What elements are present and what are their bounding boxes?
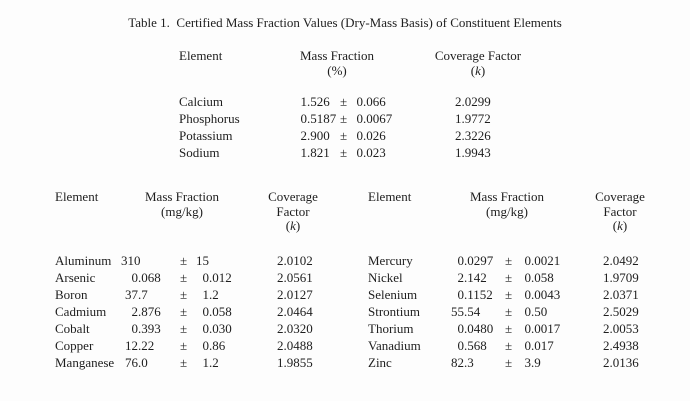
- unc-int: 0: [524, 253, 531, 268]
- left-table: [55, 252, 341, 371]
- mass-frac: .5187: [307, 111, 337, 126]
- paren-open: (: [470, 63, 476, 78]
- mass-frac: .0: [138, 355, 148, 370]
- paren-close: ): [480, 63, 486, 78]
- unc-frac: .058: [531, 270, 554, 285]
- table-row: [55, 252, 341, 269]
- mass-fraction-value: [121, 303, 180, 320]
- mass-frac: .068: [138, 270, 161, 285]
- uncertainty-value: [196, 269, 277, 286]
- unc-int: 0: [356, 111, 363, 126]
- mass-int: 76: [125, 355, 138, 370]
- k-symbol: k: [290, 218, 296, 233]
- table-row: [179, 93, 535, 110]
- element-name: Aluminum: [55, 253, 112, 268]
- uncertainty-value: [356, 110, 455, 127]
- mass-fraction-value: [121, 320, 180, 337]
- unc-int: 0: [202, 321, 209, 336]
- uncertainty-value: [521, 337, 603, 354]
- mass-frac: .821: [307, 145, 330, 160]
- plus-minus-sign: ±: [180, 355, 188, 370]
- mass-frac: .142: [464, 270, 487, 285]
- table-row: [368, 354, 663, 371]
- uncertainty-value: [521, 286, 603, 303]
- mass-frac: .54: [464, 304, 481, 319]
- unc-frac: .0043: [531, 287, 561, 302]
- element-name: Arsenic: [55, 270, 96, 285]
- column-header-coverage-factor: Coverage Factor: [434, 48, 522, 63]
- coverage-k-label: [233, 218, 353, 233]
- mass-fraction-value: [447, 252, 505, 269]
- mass-frac: .568: [464, 338, 487, 353]
- paren-open: (: [612, 218, 618, 233]
- unc-int: 0: [202, 338, 209, 353]
- plus-minus-sign: ±: [505, 338, 513, 353]
- uncertainty-value: [521, 320, 603, 337]
- mass-frac: .22: [138, 338, 155, 353]
- plus-minus-sign: ±: [340, 111, 348, 126]
- unc-int: 15: [196, 253, 209, 268]
- plus-minus-sign: ±: [505, 355, 513, 370]
- uncertainty-value: [356, 127, 455, 144]
- unc-frac: .9: [531, 355, 541, 370]
- unc-int: 1: [202, 355, 209, 370]
- unc-frac: .026: [363, 128, 386, 143]
- unc-int: 0: [524, 287, 531, 302]
- mass-frac: .7: [138, 287, 148, 302]
- mass-int: 0: [131, 270, 138, 285]
- uncertainty-value: [521, 269, 603, 286]
- coverage-factor-value: 2.0464: [277, 304, 313, 319]
- unc-int: 0: [524, 321, 531, 336]
- mass-frac: .393: [138, 321, 161, 336]
- mass-frac: .1152: [464, 287, 493, 302]
- coverage-k-label: [560, 218, 680, 233]
- mass-int: 0: [457, 253, 464, 268]
- unc-frac: .023: [363, 145, 386, 160]
- mass-frac: .3: [464, 355, 474, 370]
- mass-int: 55: [451, 304, 464, 319]
- table-row: [368, 337, 663, 354]
- coverage-factor-value: 1.9943: [455, 145, 491, 160]
- unc-frac: .058: [209, 304, 232, 319]
- coverage-factor-value: 1.9855: [277, 355, 313, 370]
- unc-int: 0: [356, 94, 363, 109]
- paren-close: ): [295, 218, 301, 233]
- column-header-element: Element: [368, 189, 412, 204]
- unc-int: 0: [202, 270, 209, 285]
- unc-frac: .0017: [531, 321, 561, 336]
- plus-minus-sign: ±: [505, 321, 513, 336]
- table-row: [55, 269, 341, 286]
- unc-frac: .017: [531, 338, 554, 353]
- mass-int: 1: [300, 94, 307, 109]
- unc-frac: .86: [209, 338, 226, 353]
- table-title: Table 1. Certified Mass Fraction Values (Dry-Mass Basis) of Constituent Elements: [128, 15, 562, 30]
- element-name: Boron: [55, 287, 88, 302]
- mass-fraction-value: [447, 269, 505, 286]
- uncertainty-value: [196, 286, 277, 303]
- column-header-coverage: Coverage: [268, 189, 318, 204]
- uncertainty-value: [196, 303, 277, 320]
- element-name: Nickel: [368, 270, 403, 285]
- column-header-element: Element: [179, 48, 223, 63]
- table-row: [55, 320, 341, 337]
- unc-frac: .0021: [531, 253, 561, 268]
- mass-int: 82: [451, 355, 464, 370]
- unc-int: 0: [202, 304, 209, 319]
- coverage-factor-value: 2.5029: [603, 304, 639, 319]
- mass-frac: .526: [307, 94, 330, 109]
- plus-minus-sign: ±: [505, 304, 513, 319]
- table-row: [179, 144, 535, 161]
- uncertainty-value: [521, 303, 603, 320]
- right-table: [368, 252, 663, 371]
- column-header-mass-fraction: Mass Fraction: [469, 189, 545, 204]
- coverage-factor-value: 2.0053: [603, 321, 639, 336]
- mass-int: 0: [457, 338, 464, 353]
- coverage-factor-value: 2.0320: [277, 321, 313, 336]
- mass-int: 2: [131, 304, 138, 319]
- plus-minus-sign: ±: [340, 145, 348, 160]
- coverage-factor-value: 2.3226: [455, 128, 491, 143]
- column-header-unit-percent: (%): [327, 63, 347, 78]
- mass-fraction-value: [447, 337, 505, 354]
- element-name: Cadmium: [55, 304, 107, 319]
- unc-int: 0: [356, 145, 363, 160]
- unc-frac: .2: [209, 287, 219, 302]
- unc-int: 3: [524, 355, 531, 370]
- mass-int: 0: [300, 111, 307, 126]
- mass-fraction-value: [300, 93, 340, 110]
- uncertainty-value: [196, 337, 277, 354]
- mass-fraction-value: [121, 354, 180, 371]
- k-symbol: k: [475, 63, 481, 78]
- element-name: Phosphorus: [179, 111, 240, 126]
- column-header-mass-fraction: Mass Fraction: [144, 189, 220, 204]
- paren-close: ): [622, 218, 628, 233]
- column-header-mass-fraction: Mass Fraction: [299, 48, 375, 63]
- plus-minus-sign: ±: [180, 321, 188, 336]
- mass-fraction-value: [300, 144, 340, 161]
- plus-minus-sign: ±: [180, 304, 188, 319]
- coverage-factor-value: 1.9709: [603, 270, 639, 285]
- table-row: [55, 286, 341, 303]
- plus-minus-sign: ±: [180, 338, 188, 353]
- mass-int: 0: [457, 321, 464, 336]
- mass-fraction-value: [121, 286, 180, 303]
- table-row: [179, 127, 535, 144]
- uncertainty-value: [356, 93, 455, 110]
- unc-int: 0: [524, 304, 531, 319]
- element-name: Zinc: [368, 355, 392, 370]
- uncertainty-value: [196, 320, 277, 337]
- unc-int: 0: [524, 338, 531, 353]
- table-row: [179, 110, 535, 127]
- table-row: [368, 320, 663, 337]
- plus-minus-sign: ±: [180, 270, 188, 285]
- uncertainty-value: [356, 144, 455, 161]
- coverage-factor-value: 2.0127: [277, 287, 313, 302]
- uncertainty-value: [521, 252, 603, 269]
- mass-int: 37: [125, 287, 138, 302]
- column-header-factor: Factor: [276, 204, 310, 219]
- plus-minus-sign: ±: [505, 253, 513, 268]
- element-name: Manganese: [55, 355, 115, 370]
- column-header-unit-mgkg: (mg/kg): [161, 204, 203, 219]
- element-name: Cobalt: [55, 321, 90, 336]
- mass-int: 12: [125, 338, 138, 353]
- plus-minus-sign: ±: [505, 270, 513, 285]
- unc-int: 0: [524, 270, 531, 285]
- uncertainty-value: [196, 354, 277, 371]
- unc-frac: .50: [531, 304, 548, 319]
- coverage-factor-value: 1.9772: [455, 111, 491, 126]
- mass-fraction-value: [300, 127, 340, 144]
- table-row: [368, 286, 663, 303]
- table-row: [368, 269, 663, 286]
- mass-fraction-value: [447, 286, 505, 303]
- coverage-factor-value: 2.4938: [603, 338, 639, 353]
- uncertainty-value: [521, 354, 603, 371]
- mass-frac: .0297: [464, 253, 494, 268]
- unc-frac: .030: [209, 321, 232, 336]
- element-name: Calcium: [179, 94, 224, 109]
- table-row: [55, 337, 341, 354]
- element-name: Thorium: [368, 321, 414, 336]
- coverage-k-label: [418, 63, 538, 78]
- mass-int: 2: [457, 270, 464, 285]
- element-name: Copper: [55, 338, 94, 353]
- unc-frac: .2: [209, 355, 219, 370]
- mass-fraction-value: [447, 354, 505, 371]
- mass-fraction-value: [447, 303, 505, 320]
- unc-int: 0: [356, 128, 363, 143]
- top-table: [179, 93, 535, 161]
- paren-open: (: [285, 218, 291, 233]
- mass-fraction-value: [121, 337, 180, 354]
- mass-frac: .0480: [464, 321, 494, 336]
- plus-minus-sign: ±: [180, 287, 188, 302]
- coverage-factor-value: 2.0561: [277, 270, 313, 285]
- element-name: Vanadium: [368, 338, 421, 353]
- mass-fraction-value: [121, 269, 180, 286]
- element-name: Sodium: [179, 145, 220, 160]
- mass-fraction-value: [300, 110, 340, 127]
- table-row: [55, 303, 341, 320]
- element-name: Mercury: [368, 253, 413, 268]
- mass-int: 2: [300, 128, 307, 143]
- plus-minus-sign: ±: [340, 128, 348, 143]
- coverage-factor-value: 2.0136: [603, 355, 639, 370]
- table-row: [368, 252, 663, 269]
- plus-minus-sign: ±: [340, 94, 348, 109]
- table-row: [55, 354, 341, 371]
- coverage-factor-value: 2.0492: [603, 253, 639, 268]
- unc-frac: .066: [363, 94, 386, 109]
- mass-fraction-value: [447, 320, 505, 337]
- mass-fraction-value: [121, 252, 180, 269]
- element-name: Potassium: [179, 128, 233, 143]
- uncertainty-value: [196, 252, 277, 269]
- coverage-factor-value: 2.0371: [603, 287, 639, 302]
- mass-int: 0: [457, 287, 464, 302]
- mass-int: 0: [131, 321, 138, 336]
- coverage-factor-value: 2.0299: [455, 94, 491, 109]
- unc-frac: .0067: [363, 111, 393, 126]
- unc-frac: .012: [209, 270, 232, 285]
- column-header-factor: Factor: [603, 204, 637, 219]
- mass-frac: .876: [138, 304, 161, 319]
- column-header-element: Element: [55, 189, 99, 204]
- unc-int: 1: [202, 287, 209, 302]
- coverage-factor-value: 2.0102: [277, 253, 313, 268]
- coverage-factor-value: 2.0488: [277, 338, 313, 353]
- plus-minus-sign: ±: [180, 253, 188, 268]
- mass-int: 1: [300, 145, 307, 160]
- table-row: [368, 303, 663, 320]
- element-name: Selenium: [368, 287, 418, 302]
- element-name: Strontium: [368, 304, 421, 319]
- column-header-unit-mgkg: (mg/kg): [486, 204, 528, 219]
- k-symbol: k: [617, 218, 623, 233]
- mass-frac: .900: [307, 128, 330, 143]
- column-header-coverage: Coverage: [595, 189, 645, 204]
- plus-minus-sign: ±: [505, 287, 513, 302]
- mass-int: 310: [121, 253, 141, 268]
